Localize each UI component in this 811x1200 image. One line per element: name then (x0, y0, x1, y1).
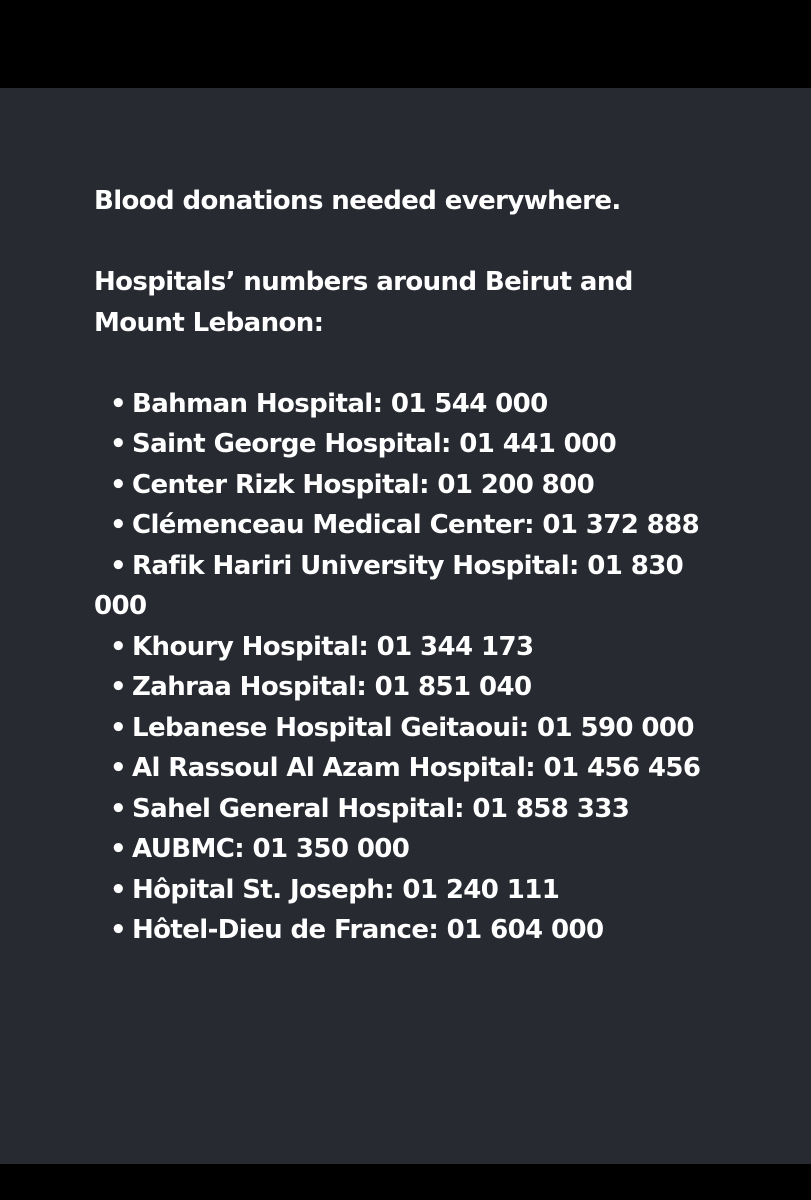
post-content (94, 181, 794, 951)
post-heading: Blood donations needed everywhere. (94, 186, 621, 216)
bullet-icon: • (110, 712, 127, 743)
list-item (94, 627, 704, 668)
hospital-entry: Khoury Hospital: 01 344 173 (132, 631, 534, 662)
hospital-entry: Hôtel-Dieu de France: 01 604 000 (132, 915, 604, 945)
bullet-icon: • (110, 874, 127, 905)
hospital-entry: Saint George Hospital: 01 441 000 (132, 429, 617, 459)
list-item (94, 748, 704, 789)
list-item (94, 789, 704, 830)
list-item (94, 870, 704, 911)
bullet-icon: • (110, 915, 127, 945)
hospital-entry: AUBMC: 01 350 000 (132, 834, 410, 864)
hospital-entry: Al Rassoul Al Azam Hospital: 01 456 456 (132, 753, 701, 783)
hospital-list (94, 384, 704, 951)
bullet-icon: • (110, 429, 127, 459)
list-item (94, 667, 704, 708)
bullet-icon: • (110, 672, 127, 702)
hospital-entry: Hôpital St. Joseph: 01 240 111 (132, 874, 560, 905)
hospital-entry: Center Rizk Hospital: 01 200 800 (132, 469, 595, 500)
bullet-icon: • (110, 550, 127, 581)
bullet-icon: • (110, 793, 127, 824)
hospital-entry: Clémenceau Medical Center: 01 372 888 (132, 510, 700, 540)
list-item (94, 424, 704, 465)
bullet-icon: • (110, 469, 127, 500)
list-item (94, 708, 704, 749)
list-item (94, 384, 704, 425)
list-item (94, 829, 704, 870)
bullet-icon: • (110, 834, 127, 864)
post-subheading: Hospitals’ numbers around Beirut and Mount Lebanon: (94, 267, 633, 338)
list-item (94, 910, 704, 951)
hospital-entry: Bahman Hospital: 01 544 000 (132, 388, 548, 419)
hospital-entry: Zahraa Hospital: 01 851 040 (132, 672, 532, 702)
list-item (94, 505, 704, 546)
hospital-entry: Rafik Hariri University Hospital: 01 830 000 (94, 550, 684, 621)
hospital-entry: Lebanese Hospital Geitaoui: 01 590 000 (132, 712, 694, 743)
bullet-icon: • (110, 631, 127, 662)
bullet-icon: • (110, 753, 127, 783)
bullet-icon: • (110, 510, 127, 540)
bullet-icon: • (110, 388, 127, 419)
list-item (94, 465, 704, 506)
list-item (94, 546, 704, 627)
hospital-entry: Sahel General Hospital: 01 858 333 (132, 793, 630, 824)
